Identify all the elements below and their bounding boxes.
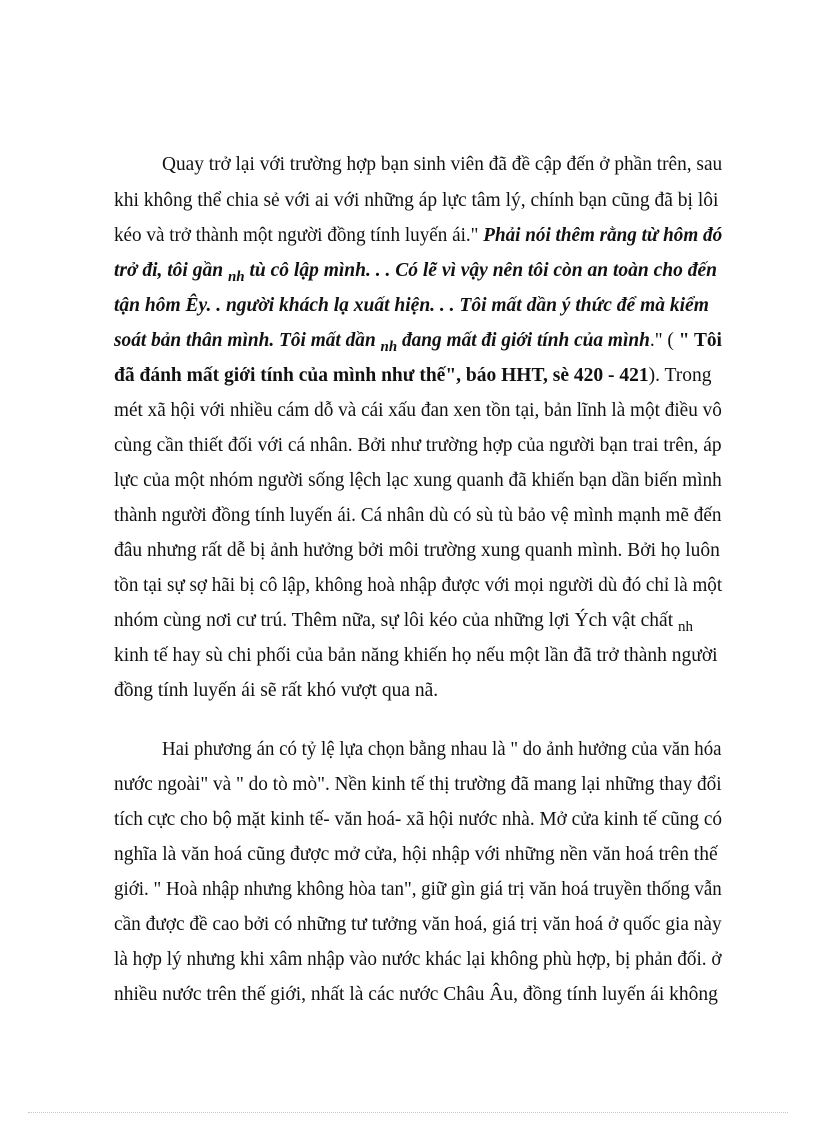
p1-line-15: kinh tế hay sù chi phối của bản năng khiến họ nếu một lần đã trở thành người bbox=[114, 645, 718, 666]
p1-line-13: tồn tại sự sợ hãi bị cô lập, không hoà nhập được với mọi người dù đó chỉ là một bbox=[114, 575, 723, 596]
p2-line-8: nhiều nước trên thế giới, nhất là các nước Châu Âu, đồng tính luyến ái không bbox=[114, 984, 718, 1005]
p1-line-5: tận hôm Êy. . người khách lạ xuất hiện. . . Tôi mất dần ý thức để mà kiểm bbox=[114, 295, 709, 316]
p1-line-8: mét xã hội với nhiều cám dỗ và cái xấu đan xen tồn tại, bản lĩnh là một điều vô bbox=[114, 400, 722, 421]
p1-line-9: cùng cần thiết đối với cá nhân. Bởi như trường hợp của người bạn trai trên, áp bbox=[114, 435, 722, 456]
p1-line-1: Quay trở lại với trường hợp bạn sinh viên đã đề cập đến ở phần trên, sau bbox=[162, 154, 723, 175]
p1-line-4: trở đi, tôi gần $_{nh}$ tù cô lập mình. . . Có lẽ vì vậy nên tôi còn an toàn cho đến bbox=[114, 260, 718, 285]
p1-line-7: đã đánh mất giới tính của mình như thế", báo HHT, sè 420 - 421). Trong bbox=[114, 365, 712, 386]
p1-line-12: đâu nhưng rất dễ bị ảnh hưởng bởi môi trường xung quanh mình. Bởi họ luôn bbox=[114, 540, 720, 561]
p1-line-3: kéo và trở thành một người đồng tính luyến ái." Phải nói thêm rằng từ hôm đó bbox=[114, 225, 723, 246]
p1-line-11: thành người đồng tính luyến ái. Cá nhân dù có sù tù bảo vệ mình mạnh mẽ đến bbox=[114, 505, 722, 526]
p1-line-14: nhóm cùng nơi cư trú. Thêm nữa, sự lôi kéo của những lợi Ých vật chất $_{nh}$ bbox=[114, 610, 694, 635]
p1-line-10: lực của một nhóm người sống lệch lạc xung quanh đã khiến bạn dần biến mình bbox=[114, 470, 722, 491]
p2-line-2: nước ngoài" và " do tò mò". Nền kinh tế thị trường đã mang lại những thay đổi bbox=[114, 774, 722, 795]
p2-line-3: tích cực cho bộ mặt kinh tế- văn hoá- xã hội nước nhà. Mở cửa kinh tế cũng có bbox=[114, 809, 723, 830]
p2-line-5: giới. " Hoà nhập nhưng không hòa tan", giữ gìn giá trị văn hoá truyền thống vẫn bbox=[114, 879, 722, 900]
p2-line-1: Hai phương án có tỷ lệ lựa chọn bằng nhau là " do ảnh hưởng của văn hóa bbox=[162, 739, 722, 760]
p1-line-16: đồng tính luyến ái sẽ rất khó vượt qua nã. bbox=[114, 680, 439, 701]
p1-line-6: soát bản thân mình. Tôi mất dần $_{nh}$ đang mất đi giới tính của mình." ( " Tôi bbox=[114, 330, 722, 355]
p1-line-2: khi không thể chia sẻ với ai với những áp lực tâm lý, chính bạn cũng đã bị lôi bbox=[114, 190, 719, 211]
p2-line-6: cần được đề cao bởi có những tư tưởng văn hoá, giá trị văn hoá ở quốc gia này bbox=[114, 914, 722, 935]
page-bottom-divider bbox=[28, 1112, 788, 1113]
p2-line-4: nghĩa là văn hoá cũng được mở cửa, hội nhập với những nền văn hoá trên thế bbox=[114, 844, 718, 865]
p2-line-7: là hợp lý nhưng khi xâm nhập vào nước khác lại không phù hợp, bị phản đối. ở bbox=[114, 949, 722, 970]
